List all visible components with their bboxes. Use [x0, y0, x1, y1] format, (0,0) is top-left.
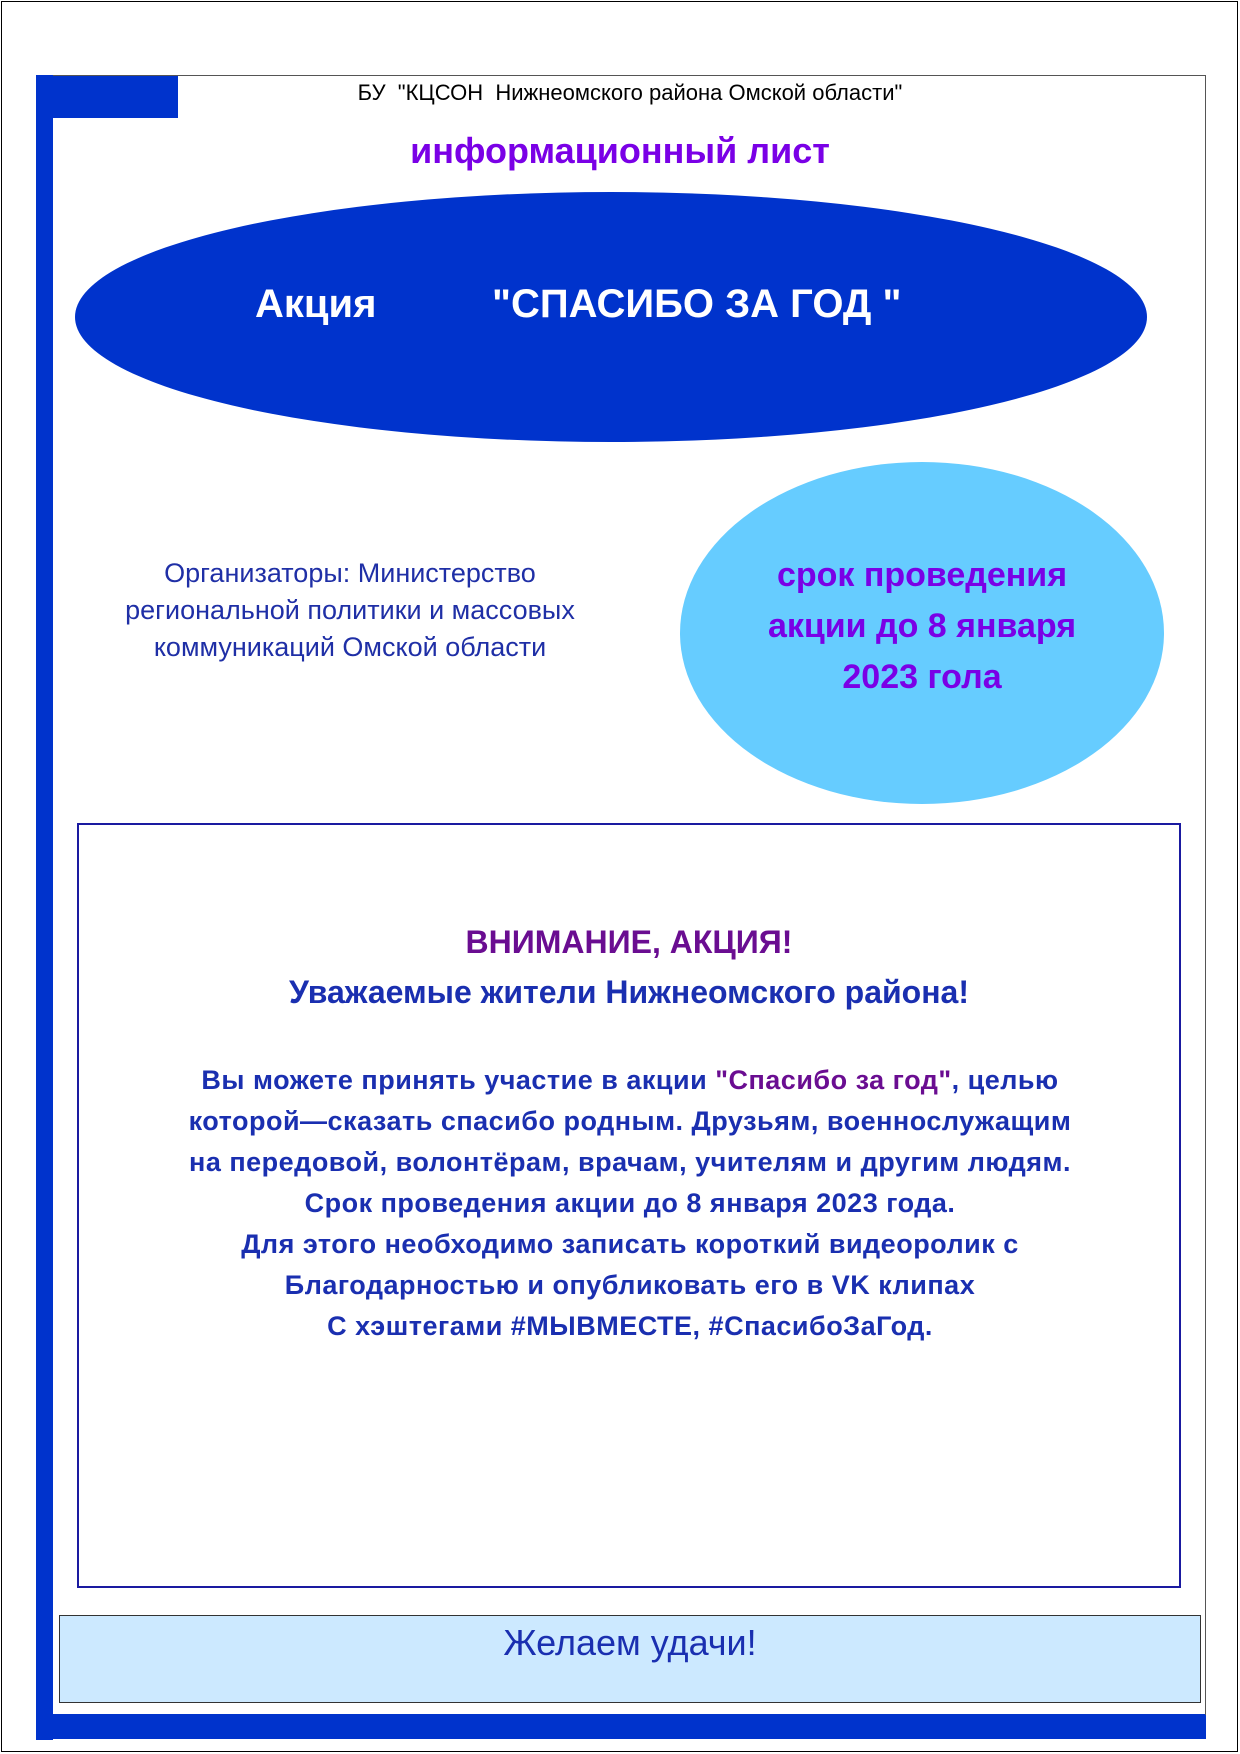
deadline-line: срок проведения: [776, 556, 1068, 594]
organizers-line: Организаторы: Министерство: [164, 558, 536, 588]
notice-greeting: Уважаемые жители Нижнеомского района!: [289, 974, 969, 1010]
organization-header: БУ "КЦСОН Нижнеомского района Омской области": [357, 80, 903, 105]
notice-line: С хэштегами #МЫВМЕСТЕ, #СпасибоЗаГод.: [327, 1311, 933, 1341]
sheet-title: информационный лист: [410, 130, 830, 171]
organizers-line: коммуникаций Омской области: [153, 632, 547, 662]
organizers-text: [60, 555, 640, 666]
notice-line: Для этого необходимо записать короткий видеоролик с: [241, 1229, 1019, 1259]
left-decorative-bar: [36, 75, 53, 1740]
deadline-line: 2023 гола: [842, 658, 1002, 696]
notice-line: на передовой, волонтёрам, врачам, учителям и другим людям.: [189, 1147, 1071, 1177]
bottom-decorative-bar: [36, 1714, 1206, 1739]
frame-top-line: [53, 75, 1206, 76]
notice-line: Срок проведения акции до 8 января 2023 года.: [304, 1188, 956, 1218]
deadline-line: акции до 8 января: [767, 607, 1077, 645]
campaign-banner-word: Акция: [255, 282, 377, 326]
notice-line: [90, 1060, 1170, 1101]
notice-line: Благодарностью и опубликовать его в VK клипах: [284, 1270, 976, 1300]
notice-line-part: Вы можете принять участие в акции: [201, 1065, 716, 1095]
deadline-text: [680, 550, 1164, 703]
notice-heading: ВНИМАНИЕ, АКЦИЯ!: [465, 924, 793, 960]
wish-text: Желаем удачи!: [503, 1622, 757, 1663]
frame-right-line: [1205, 75, 1206, 1715]
campaign-name-highlight: "Спасибо за год": [715, 1065, 952, 1095]
campaign-banner-name: "СПАСИБО ЗА ГОД ": [492, 282, 902, 326]
notice-body: [90, 1060, 1170, 1347]
notice-line: которой—сказать спасибо родным. Друзьям, военнослужащим: [188, 1106, 1072, 1136]
organizers-line: региональной политики и массовых: [125, 595, 575, 625]
notice-line-part: , целью: [951, 1065, 1059, 1095]
top-decorative-block: [36, 75, 178, 118]
